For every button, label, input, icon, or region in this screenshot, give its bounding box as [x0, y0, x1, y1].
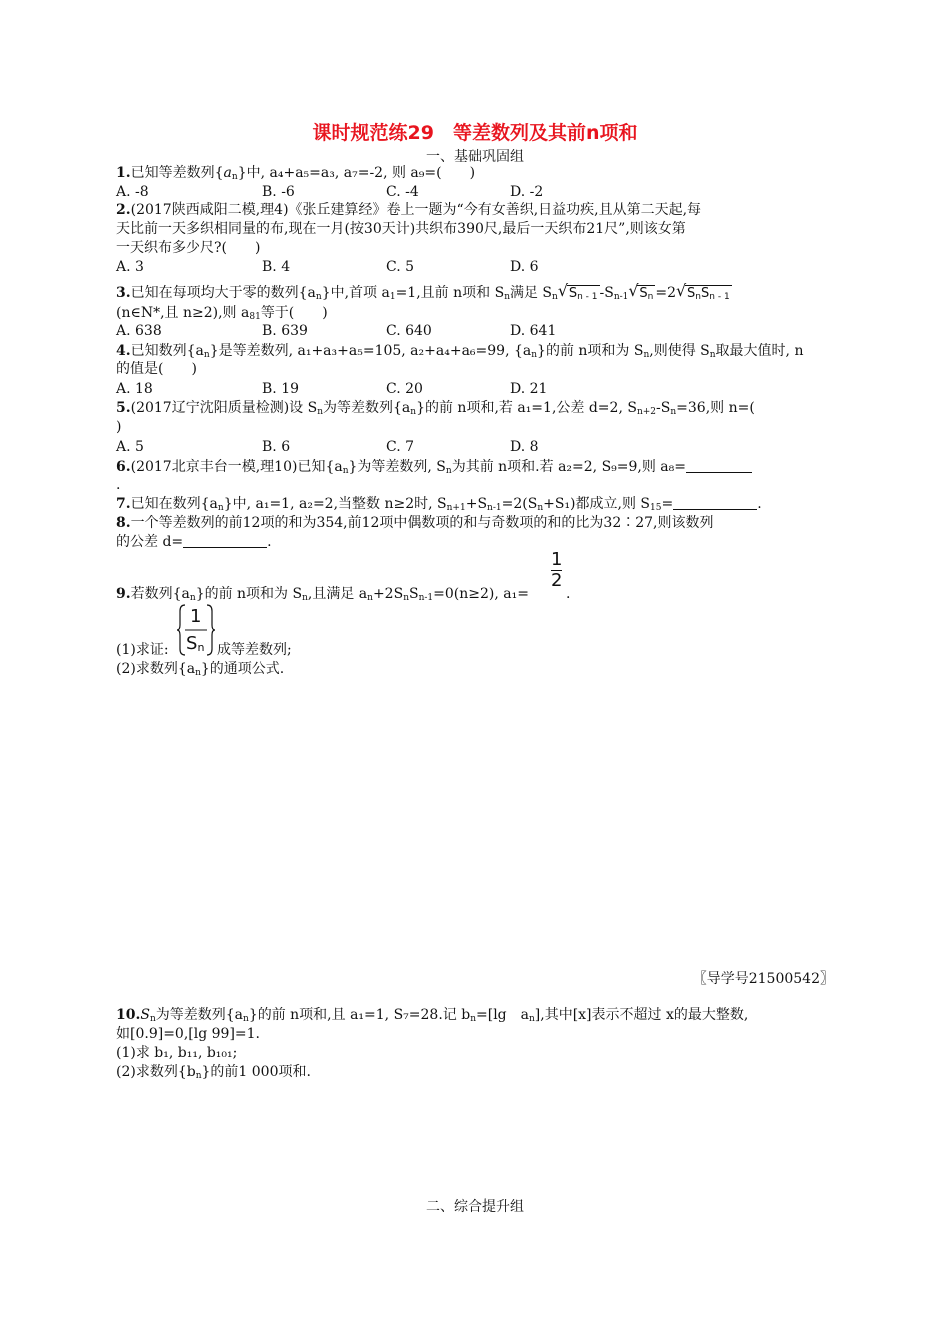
answer-blank-q7[interactable] [673, 495, 757, 510]
q1-option-c: C. -4 [386, 184, 419, 200]
question-2-line-1: 2.(2017陕西咸阳二模,理4)《张丘建算经》卷上一题为“今有女善织,日益功疾,且从第二天起,每 [116, 202, 702, 218]
question-6-line-2: . [116, 477, 121, 493]
q3-option-b: B. 639 [262, 323, 308, 339]
q2-option-c: C. 5 [386, 259, 415, 275]
q1-option-d: D. -2 [510, 184, 544, 200]
q3-option-a: A. 638 [116, 323, 162, 339]
question-10-part-2: (2)求数列$\{b_n\}$的前1 000项和. [116, 1064, 311, 1081]
q9-period: . [566, 586, 571, 602]
fraction-one-over-sn [176, 603, 216, 661]
fraction-numerator: 1 [190, 606, 202, 627]
section-heading-basic: 一、基础巩固组 [426, 149, 524, 165]
q3-option-d: D. 641 [510, 323, 557, 339]
fraction-one-half: 1 2 [551, 549, 563, 591]
question-4-line-1: 4.已知数列$\{a_n\}$是等差数列, a₁+a₃+a₅=105, a₂+a₄+a₆=99, $\{a_n\}$的前 n项和为 $S_n$,则使得 $S_n$取最大值时, n [116, 343, 804, 360]
question-7: 7.已知在数列$\{a_n\}$中, a₁=1, a₂=2,当整数 n≥2时, $S_{n+1}+S_{n-1}=2(S_n+S_1)$都成立,则 $S_{15}=$ . [116, 496, 762, 513]
q3-option-c: C. 640 [386, 323, 432, 339]
question-6-line-1: 6.(2017北京丰台一模,理10)已知$\{a_n\}$为等差数列, $S_n$为其前 n项和.若 a₂=2, S₉=9,则 a₈= [116, 458, 752, 480]
q4-option-d: D. 21 [510, 381, 548, 397]
question-9-part-1-text: 成等差数列; [217, 642, 292, 658]
question-5-line-1: 5.(2017辽宁沈阳质量检测)设 $S_n$为等差数列$\{a_n\}$的前 n项和,若 a₁=1,公差 d=2, $S_{n+2}-S_n=36$,则 n=( [116, 400, 755, 417]
guide-number: 〖导学号21500542〗 [692, 971, 834, 987]
q2-option-d: D. 6 [510, 259, 539, 275]
q4-option-c: C. 20 [386, 381, 423, 397]
question-3-line-1: 3.已知在每项均大于零的数列$\{a_n\}$中,首项 $a_1=1$,且前 n项和 $S_n$满足 $S_n$ √ $S_{n - 1}$ $-S_{n-1}$ √ $S_n =2$ √ $S_nS_{n - 1}$ [116, 284, 732, 306]
q4-option-a: A. 18 [116, 381, 153, 397]
question-9-line-1: 9.若数列$\{a_n\}$的前 n项和为 $S_n$,且满足 $a_n+2S_nS_{n-1}=0(n\ge 2)$, a₁= [116, 586, 529, 603]
section-heading-advanced: 二、综合提升组 [426, 1199, 524, 1215]
sqrt-s-n-s-n-minus-1: √ $S_nS_{n - 1}$ [676, 281, 730, 302]
question-2-line-3: 一天织布多少尺?( ) [116, 240, 261, 256]
question-4-line-2: 的值是( ) [116, 361, 197, 377]
sqrt-s-n: √ $S_n$ [628, 281, 654, 302]
question-9-part-2: (2)求数列$\{a_n\}$的通项公式. [116, 661, 285, 678]
q5-option-a: A. 5 [116, 439, 144, 455]
question-1: 1.已知等差数列$\{a_n\}$中, a₄+a₅=a₃, a₇=-2, 则 a₉=( ) [116, 165, 476, 182]
answer-blank-q8[interactable] [183, 533, 267, 548]
question-9-part-1-label: (1)求证: [116, 642, 169, 658]
page-title: 课时规范练29 等差数列及其前n项和 [312, 122, 638, 144]
q5-option-b: B. 6 [262, 439, 291, 455]
question-8-line-1: 8.一个等差数列的前12项的和为354,前12项中偶数项的和与奇数项的和的比为32∶27,则该数列 [116, 515, 714, 531]
question-3-line-2: (n∈N*,且 n≥2),则 $a_{81}$等于( ) [116, 305, 328, 322]
q2-option-a: A. 3 [116, 259, 144, 275]
q1-option-b: B. -6 [262, 184, 295, 200]
q1-option-a: A. -8 [116, 184, 149, 200]
answer-blank-q6[interactable] [686, 458, 752, 473]
question-8-line-2: 的公差 d= . [116, 534, 272, 550]
q4-option-b: B. 19 [262, 381, 300, 397]
question-10-part-1: (1)求 b₁, b₁₁, b₁₀₁; [116, 1045, 238, 1061]
sqrt-s-n-minus-1: √ $S_{n - 1}$ [557, 281, 598, 302]
question-5-line-2: ) [116, 419, 122, 435]
q5-option-c: C. 7 [386, 439, 415, 455]
q2-option-b: B. 4 [262, 259, 291, 275]
fraction-denominator: $S_n$ [186, 633, 205, 654]
question-2-line-2: 天比前一天多织相同量的布,现在一月(按30天计)共织布390尺,最后一天织布21尺”,则该女第 [116, 221, 686, 237]
question-10-line-2: 如[0.9]=0,[lg 99]=1. [116, 1026, 260, 1042]
question-10-line-1: $10.S_n$为等差数列$\{a_n\}$的前 n项和,且 a₁=1, S₇=28.记 $b_n=[\lg$ $a_n$],其中[x]表示不超过 x的最大整数, [116, 1007, 749, 1024]
q5-option-d: D. 8 [510, 439, 539, 455]
